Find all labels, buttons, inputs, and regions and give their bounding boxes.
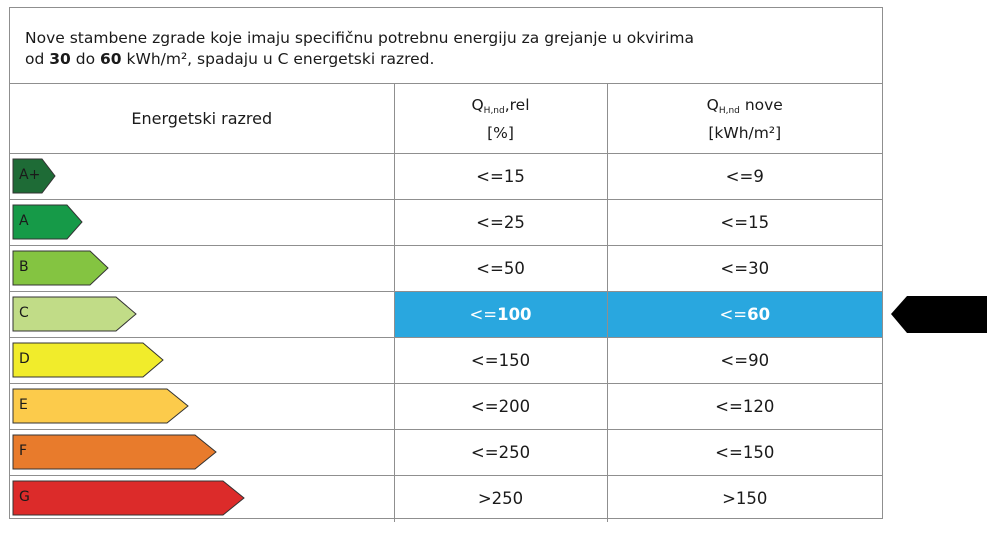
intro-line-2-mid: do	[70, 50, 101, 68]
table-row-g	[10, 476, 882, 522]
rel-value: <=15	[394, 154, 607, 200]
class-arrow-icon	[12, 388, 190, 424]
nove-value: <=150	[607, 430, 882, 476]
class-cell	[10, 430, 394, 476]
class-cell	[10, 200, 394, 246]
header-q-rel-unit: [%]	[487, 123, 514, 142]
class-cell	[10, 246, 394, 292]
rel-value: <=250	[394, 430, 607, 476]
class-label: F	[19, 443, 28, 459]
rel-value: <=200	[394, 384, 607, 430]
nove-value: <=120	[607, 384, 882, 430]
header-q-nove-unit: [kWh/m²]	[708, 123, 782, 142]
table-header-row	[10, 84, 882, 154]
table-row-a	[10, 200, 882, 246]
nove-value: <=15	[607, 200, 882, 246]
intro-range-from: 30	[49, 50, 71, 68]
rel-value: <=100	[394, 292, 607, 338]
class-label: A	[19, 213, 29, 229]
nove-value: <=9	[607, 154, 882, 200]
class-arrow-icon	[12, 434, 218, 470]
nove-value: <=90	[607, 338, 882, 384]
class-label: C	[19, 305, 29, 321]
rel-value: >250	[394, 476, 607, 522]
class-label: A+	[19, 167, 41, 183]
class-label: E	[19, 397, 28, 413]
table-row-c-highlighted	[10, 292, 882, 338]
intro-line-1: Nove stambene zgrade koje imaju specifičnu potrebnu energiju za grejanje u okvirima	[25, 29, 694, 47]
intro-line-2-suffix: kWh/m², spadaju u C energetski razred.	[121, 50, 435, 68]
class-arrow-icon	[12, 480, 246, 516]
table-row-b	[10, 246, 882, 292]
class-cell	[10, 154, 394, 200]
intro-line-2-prefix: od	[25, 50, 50, 68]
energy-class-table-frame	[9, 7, 883, 519]
class-cell	[10, 338, 394, 384]
table-row-a-plus	[10, 154, 882, 200]
rel-value: <=25	[394, 200, 607, 246]
header-energy-class: Energetski razred	[10, 84, 394, 154]
class-arrow-icon	[12, 342, 165, 378]
intro-text	[10, 8, 882, 84]
intro-range-to: 60	[100, 50, 122, 68]
class-label: B	[19, 259, 29, 275]
nove-value: >150	[607, 476, 882, 522]
class-label: G	[19, 489, 30, 505]
class-label: D	[19, 351, 30, 367]
class-cell	[10, 292, 394, 338]
nove-value: <=30	[607, 246, 882, 292]
header-q-rel: $Q_{H,nd},rel$ [%]	[394, 84, 607, 154]
nove-value: <=60	[607, 292, 882, 338]
energy-class-table	[10, 84, 882, 522]
table-row-d	[10, 338, 882, 384]
table-row-e	[10, 384, 882, 430]
class-arrow-icon	[12, 296, 138, 332]
rel-value: <=150	[394, 338, 607, 384]
current-class-pointer-icon	[891, 296, 987, 333]
table-row-f	[10, 430, 882, 476]
class-cell	[10, 384, 394, 430]
rel-value: <=50	[394, 246, 607, 292]
class-cell	[10, 476, 394, 522]
header-q-nove: $Q_{H,nd}$ nove [kWh/m²]	[607, 84, 882, 154]
